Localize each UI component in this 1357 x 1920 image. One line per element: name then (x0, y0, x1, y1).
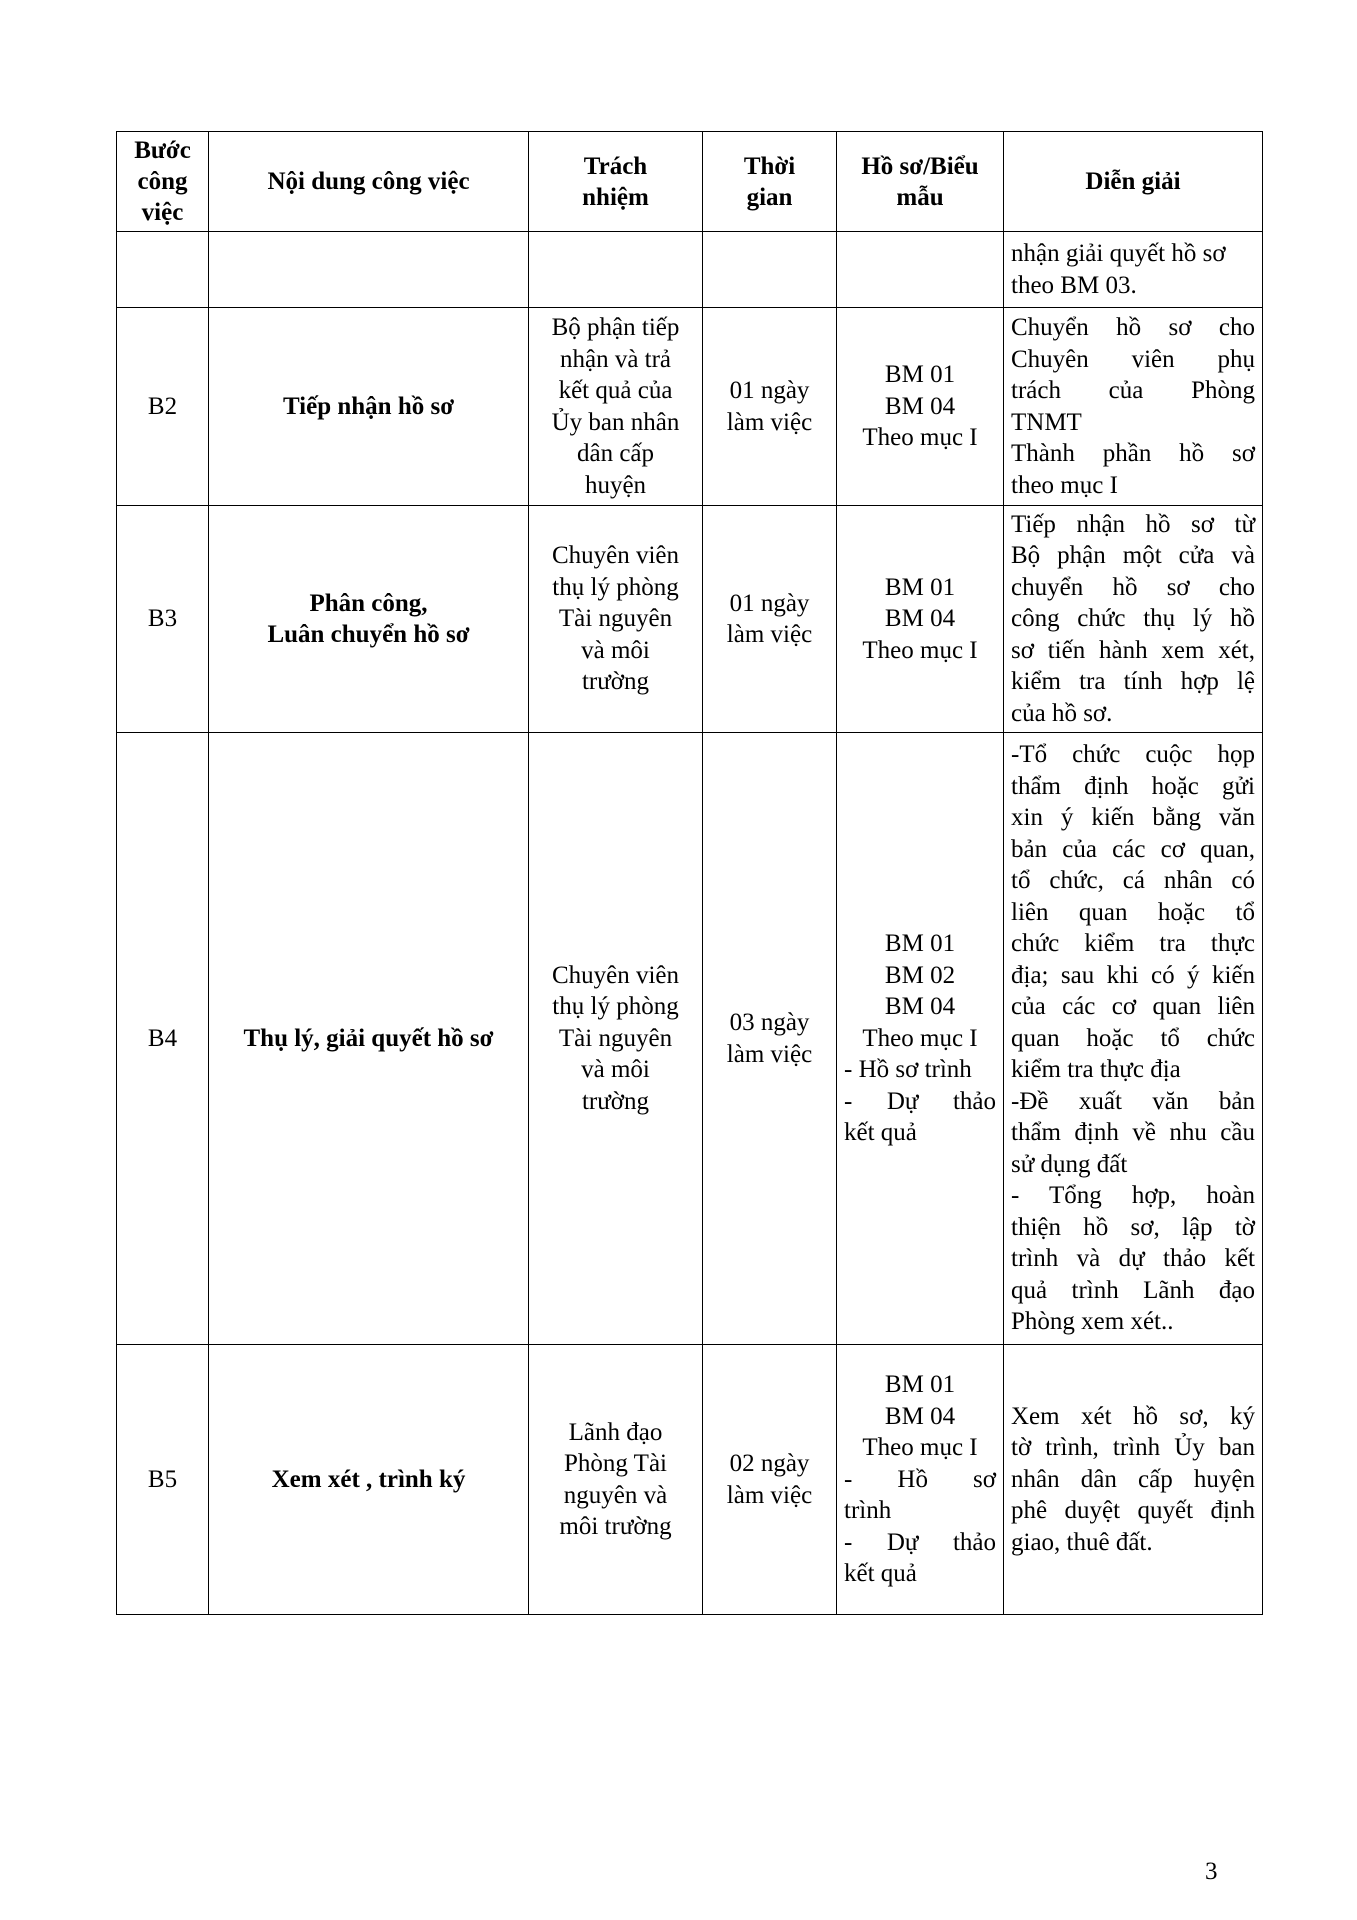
text-line: BM 04 (884, 605, 956, 633)
text-line: Bộ phận một cửa và (1011, 542, 1255, 570)
text-line: - Hồ sơ trình (844, 1056, 972, 1084)
table-header (117, 132, 1263, 232)
task-cell (209, 308, 529, 506)
step-cell: B5 (117, 1345, 209, 1615)
text-line: của hồ sơ. (1011, 699, 1113, 727)
text-line: 01 ngày (729, 377, 810, 404)
header-task: Nội dung công việc (209, 132, 529, 232)
procedure-table (116, 131, 1263, 1615)
forms-cell (837, 308, 1004, 506)
text-line: chuyển hồ sơ cho (1011, 573, 1255, 601)
time-cell (703, 506, 837, 733)
responsibility-cell (529, 232, 703, 308)
text-line: 02 ngày (729, 1450, 810, 1477)
step-cell: B4 (117, 733, 209, 1345)
time-cell (703, 232, 837, 308)
forms-cell (837, 1345, 1004, 1615)
header-time (703, 132, 837, 232)
text-line: Thụ lý, giải quyết hồ sơ (243, 1024, 494, 1052)
text-line: trường (581, 668, 650, 696)
responsibility-cell (529, 1345, 703, 1615)
text-line: bản của các cơ quan, (1011, 835, 1255, 863)
text-line: làm việc (726, 1040, 813, 1068)
text-line: -Tổ chức cuộc họp (1011, 741, 1255, 769)
text-line: công chức thụ lý hồ (1011, 605, 1255, 633)
text-line: kết quả (844, 1119, 917, 1147)
text-line: huyện (584, 471, 647, 499)
text-line: Chuyên viên (551, 961, 680, 989)
text-line: thiện hồ sơ, lập tờ (1011, 1213, 1255, 1241)
text-line: Xem xét hồ sơ, ký (1011, 1402, 1255, 1430)
text-line: BM 01 (884, 573, 956, 601)
table-row (117, 506, 1263, 733)
table-row (117, 232, 1263, 308)
text-line: tờ trình, trình Ủy ban (1011, 1434, 1255, 1462)
text-line: theo BM 03. (1011, 271, 1137, 299)
text-line: Chuyển hồ sơ cho (1011, 314, 1255, 341)
text-line: Theo mục I (862, 1024, 978, 1052)
text-line: trường (581, 1087, 650, 1115)
responsibility-cell (529, 506, 703, 733)
responsibility-cell (529, 308, 703, 506)
header-row (117, 132, 1263, 232)
text-line: trình và dự thảo kết (1011, 1245, 1255, 1273)
text-line: Luân chuyển hồ sơ (267, 621, 470, 648)
text-line: và môi (581, 636, 650, 664)
text-line: nguyên và (563, 1481, 668, 1509)
text-line: và môi (581, 1056, 650, 1084)
explanation-cell (1004, 1345, 1263, 1615)
text-line: Thành phần hồ sơ (1011, 440, 1255, 467)
text-line: Hồ sơ/Biểu (861, 152, 979, 180)
explanation-cell (1004, 308, 1263, 506)
text-line: BM 01 (884, 930, 956, 958)
text-line: Bộ phận tiếp (551, 314, 680, 341)
text-line: Tiếp nhận hồ sơ (282, 392, 455, 420)
text-line: kết quả (844, 1560, 917, 1588)
text-line: môi trường (559, 1513, 672, 1540)
text-line: sử dụng đất (1011, 1150, 1128, 1178)
text-line: làm việc (726, 1481, 813, 1509)
page-number: 3 (1205, 1858, 1218, 1885)
header-step (117, 132, 209, 232)
explanation-cell (1004, 506, 1263, 733)
forms-cell (837, 232, 1004, 308)
task-cell (209, 232, 529, 308)
text-line: -Đề xuất văn bản (1011, 1087, 1255, 1115)
responsibility-cell (529, 733, 703, 1345)
text-line: BM 01 (884, 361, 956, 389)
table-row (117, 308, 1263, 506)
text-line: nhiệm (582, 183, 649, 211)
time-cell (703, 1345, 837, 1615)
text-line: Lãnh đạo (568, 1418, 663, 1446)
text-line: phê duyệt quyết định (1011, 1497, 1255, 1525)
text-line: chức kiểm tra thực (1011, 930, 1255, 958)
text-line: kết quả của (558, 377, 673, 404)
time-cell (703, 308, 837, 506)
text-line: dân cấp (576, 440, 655, 467)
text-line: Tiếp nhận hồ sơ từ (1011, 510, 1255, 538)
text-line: sơ tiến hành xem xét, (1011, 636, 1255, 664)
text-line: liên quan hoặc tổ (1011, 898, 1255, 926)
text-line: thẩm định về nhu cầu (1011, 1119, 1255, 1147)
text-line: Bước (134, 137, 191, 164)
explanation-cell (1004, 232, 1263, 308)
text-line: BM 02 (884, 961, 956, 989)
table-row (117, 733, 1263, 1345)
text-line: làm việc (726, 621, 813, 648)
task-cell (209, 1345, 529, 1615)
task-cell (209, 733, 529, 1345)
text-line: trình (844, 1497, 892, 1525)
text-line: gian (746, 183, 793, 211)
text-line: của các cơ quan liên (1011, 993, 1255, 1021)
step-cell: B2 (117, 308, 209, 506)
text-line: kiểm tra thực địa (1011, 1056, 1181, 1084)
forms-cell (837, 506, 1004, 733)
text-line: Theo mục I (862, 1434, 978, 1462)
task-cell (209, 506, 529, 733)
text-line: BM 01 (884, 1371, 956, 1399)
text-line: Theo mục I (862, 424, 978, 452)
text-line: Thời (743, 152, 796, 180)
text-line: xin ý kiến bằng văn (1011, 804, 1255, 832)
text-line: mẫu (896, 183, 944, 211)
table-row (117, 1345, 1263, 1615)
text-line: công (137, 168, 188, 195)
text-line: nhận giải quyết hồ sơ (1011, 240, 1226, 267)
text-line: Trách (583, 152, 648, 180)
step-cell (117, 232, 209, 308)
text-line: thụ lý phòng (552, 573, 679, 601)
text-line: - Hồ sơ (844, 1465, 996, 1493)
header-explanation: Diễn giải (1004, 132, 1263, 232)
text-line: Tài nguyên (558, 1024, 673, 1052)
text-line: thẩm định hoặc gửi (1011, 772, 1255, 800)
text-line: Phân công, (309, 589, 428, 617)
text-line: Theo mục I (862, 636, 978, 664)
forms-cell (837, 733, 1004, 1345)
text-line: Chuyên viên (551, 542, 680, 570)
text-line: 03 ngày (729, 1009, 810, 1036)
time-cell (703, 733, 837, 1345)
text-line: 01 ngày (729, 589, 810, 617)
text-line: theo mục I (1011, 471, 1118, 499)
text-line: tổ chức, cá nhân có (1011, 867, 1255, 895)
text-line: thụ lý phòng (552, 993, 679, 1021)
text-line: giao, thuê đất. (1011, 1528, 1153, 1556)
text-line: BM 04 (884, 1402, 956, 1430)
text-line: quan hoặc tổ chức (1011, 1024, 1255, 1052)
explanation-cell (1004, 733, 1263, 1345)
text-line: địa; sau khi có ý kiến (1011, 961, 1255, 989)
header-responsibility (529, 132, 703, 232)
text-line: Ủy ban nhân (551, 408, 680, 436)
text-line: quả trình Lãnh đạo (1011, 1276, 1255, 1304)
text-line: trách của Phòng (1011, 377, 1255, 404)
text-line: việc (141, 199, 184, 226)
step-cell: B3 (117, 506, 209, 733)
text-line: - Dự thảo (844, 1087, 996, 1115)
text-line: BM 04 (884, 392, 956, 420)
text-line: - Tổng hợp, hoàn (1011, 1182, 1255, 1210)
text-line: - Dự thảo (844, 1528, 996, 1556)
text-line: nhân dân cấp huyện (1011, 1465, 1255, 1493)
header-forms (837, 132, 1004, 232)
text-line: kiểm tra tính hợp lệ (1011, 668, 1255, 696)
text-line: làm việc (726, 408, 813, 436)
text-line: nhận và trả (559, 345, 672, 373)
text-line: Phòng Tài (563, 1450, 667, 1477)
text-line: Xem xét , trình ký (271, 1465, 466, 1493)
table-body (117, 232, 1263, 1615)
text-line: Phòng xem xét.. (1011, 1308, 1174, 1336)
text-line: Chuyên viên phụ (1011, 345, 1255, 373)
text-line: BM 04 (884, 993, 956, 1021)
text-line: TNMT (1011, 408, 1082, 436)
text-line: Tài nguyên (558, 605, 673, 633)
